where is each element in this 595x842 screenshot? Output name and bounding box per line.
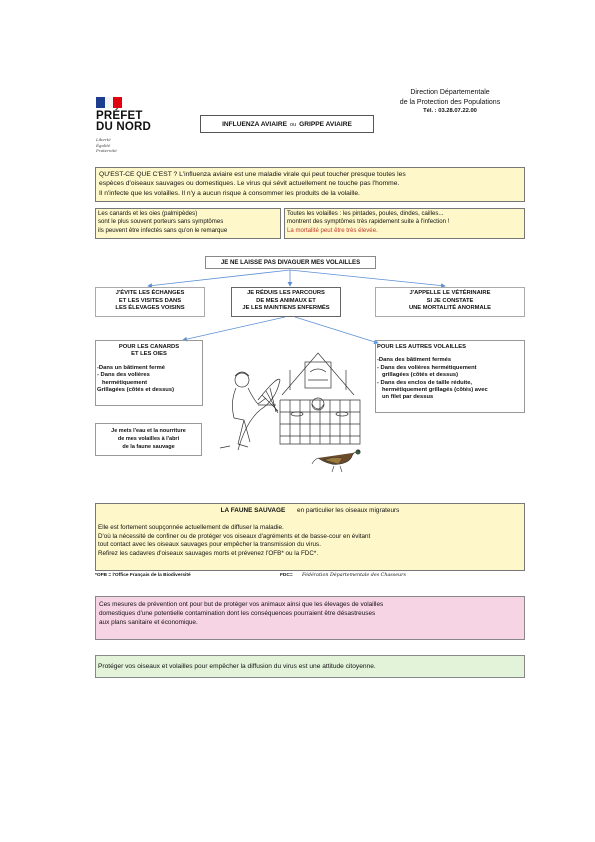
phone-number: Tél. : 03.28.07.22.00 [423,108,477,114]
footnote-ofb: *OFB = l'Office Français de la Biodiversité [95,573,191,578]
wildlife-box: LA FAUNE SAUVAGE en particulier les oiseaux migrateurs Elle est fortement soupçonnée actuellement de diffuser la maladie. D'où la nécessité de confiner ou de protéger vos oiseaux d'agréments et de basse-cour en évitant tout contact avec les oiseaux sauvages pour empêcher la transmission du virus. Refirez les cadavres d'oiseaux sauvages morts et prévenez l'OFB* ou la FDC*. [95,503,525,571]
confinement-label: JE NE LAISSE PAS DIVAGUER MES VOLAILLES [205,256,376,269]
arrow-to-ducks-box [183,317,285,340]
prefecture-name: PRÉFET DU NORD [96,110,152,133]
action-reduce-range: JE RÉDUIS LES PARCOURS DE MES ANIMAUX ET JE LES MAINTIENS ENFERMÉS [231,287,341,317]
direction-header: Direction Départementale de la Protection des Populations Tél. : 03.28.07.22.00 [380,88,520,117]
action-avoid-visits: J'ÉVITE LES ÉCHANGES ET LES VISITES DANS LES ÉLEVAGES VOISINS [95,287,205,317]
action-call-vet: J'APPELLE LE VÉTÉRINAIRE SI JE CONSTATE UNE MORTALITÉ ANORMALE [375,287,525,317]
poultry-coop-illustration [280,353,360,444]
civic-message-box: Protéger vos oiseaux et volailles pour empêcher la diffusion du virus est une attitude citoyenne. [95,655,525,678]
volailles-box: Toutes les volailles : les pintades, poules, dindes, cailles... montrent des symptômes très rapidement suite à l'infection ! La mortalité peut être très élevée. [284,208,525,239]
person-with-net-illustration [220,372,280,450]
republic-motto: Liberté Égalité Fraternité [96,137,117,153]
intro-box: QU'EST-CE QUE C'EST ? L'influenza aviaire est une maladie virale qui peut toucher presque toutes les espèces d'oiseaux sauvages ou domestiques. Le virus qui sévit actuellement ne touche pas l'homme. Il n'infecte que les volailles. Il n'y a aucun risque à consommer les produits de la volaille. [95,167,525,202]
ducks-geese-box: POUR LES CANARDS ET LES OIES -Dans un bâtiment fermé - Dans des volières hermétiquement Grillagées (côtés et dessus) [95,340,203,406]
arrow-to-left-action [148,270,290,286]
water-food-box: Je mets l'eau et la nourriture de mes volailles à l'abri de la faune sauvage [95,423,202,456]
arrow-to-right-action [290,270,445,286]
arrow-to-poultry-box [295,317,378,343]
footnote-fdc: FDC= Fédération Départementale des Chasseurs [280,573,406,578]
mortality-warning: La mortalité peut être très élevée. [287,226,378,234]
other-poultry-box: POUR LES AUTRES VOLAILLES -Dans des bâtiment fermés - Dans des volières hermétiquement grillagées (côtés et dessus) - Dans des enclos de taille réduite, hermétiquement grillagés (côtés) avec un filet par dessus [375,340,525,413]
page-title: INFLUENZA AVIAIRE ou GRIPPE AVIAIRE [200,115,374,133]
pheasant-illustration [312,450,360,472]
prevention-box: Ces mesures de prévention ont pour but de protéger vos animaux ainsi que les élevages de volailles domestiques d'une potentielle contamination dont les conséquences pourraient être désastreuses aux plans sanitaire et économique. [95,596,525,640]
palmipedes-box: Les canards et les oies (palmipèdes) sont le plus souvent porteurs sans symptômes ils peuvent être infectés sans qu'on le remarque [95,208,281,239]
